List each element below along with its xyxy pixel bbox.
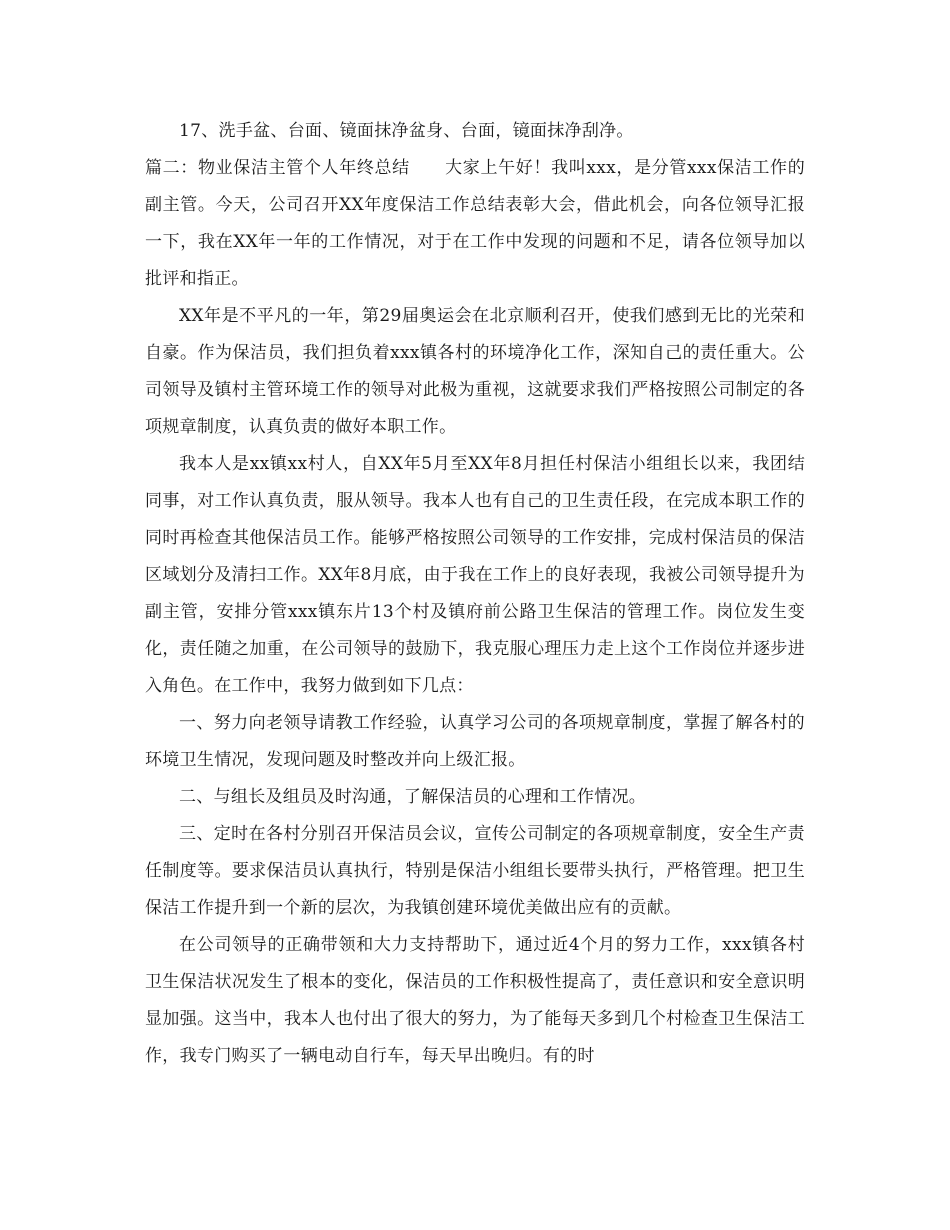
paragraph-point-one: 一、努力向老领导请教工作经验，认真学习公司的各项规章制度，掌握了解各村的环境卫生情况，发现问题及时整改并向上级汇报。 <box>145 713 805 770</box>
paragraph-item-17: 17、洗手盆、台面、镜面抹净盆身、台面，镜面抹净刮净。 <box>179 121 634 141</box>
paragraph-section-two-intro: 篇二：物业保洁主管个人年终总结 大家上午好！我叫xxx，是分管xxx保洁工作的副主管。今天，公司召开XX年度保洁工作总结表彰大会，借此机会，向各位领导汇报一下，我在XX年一年的工作情况，对于在工作中发现的问题和不足，请各位领导加以批评和指正。 <box>145 158 805 289</box>
paragraph-point-two: 二、与组长及组员及时沟通，了解保洁员的心理和工作情况。 <box>179 787 647 807</box>
paragraph-point-three: 三、定时在各村分别召开保洁员会议，宣传公司制定的各项规章制度，安全生产责任制度等。要求保洁员认真执行，特别是保洁小组组长要带头执行，严格管理。把卫生保洁工作提升到一个新的层次，为我镇创建环境优美做出应有的贡献。 <box>145 824 805 918</box>
paragraph-olympics-year: XX年是不平凡的一年，第29届奥运会在北京顺利召开，使我们感到无比的光荣和自豪。作为保洁员，我们担负着xxx镇各村的环境净化工作，深知自己的责任重大。公司领导及镇村主管环境工作的领导对此极为重视，这就要求我们严格按照公司制定的各项规章制度，认真负责的做好本职工作。 <box>145 306 805 437</box>
paragraph-personal-background: 我本人是xx镇xx村人，自XX年5月至XX年8月担任村保洁小组组长以来，我团结同事，对工作认真负责，服从领导。我本人也有自己的卫生责任段，在完成本职工作的同时再检查其他保洁员工作。能够严格按照公司领导的工作安排，完成村保洁员的保洁区域划分及清扫工作。XX年8月底，由于我在工作上的良好表现，我被公司领导提升为副主管，安排分管xxx镇东片13个村及镇府前公路卫生保洁的管理工作。岗位发生变化，责任随之加重，在公司领导的鼓励下，我克服心理压力走上这个工作岗位并逐步进入角色。在工作中，我努力做到如下几点： <box>145 454 805 696</box>
paragraph-results: 在公司领导的正确带领和大力支持帮助下，通过近4个月的努力工作，xxx镇各村卫生保洁状况发生了根本的变化，保洁员的工作积极性提高了，责任意识和安全意识明显加强。这当中，我本人也付出了很大的努力，为了能每天多到几个村检查卫生保洁工作，我专门购买了一辆电动自行车，每天早出晚归。有的时 <box>145 935 805 1066</box>
document-page <box>145 113 805 1075</box>
